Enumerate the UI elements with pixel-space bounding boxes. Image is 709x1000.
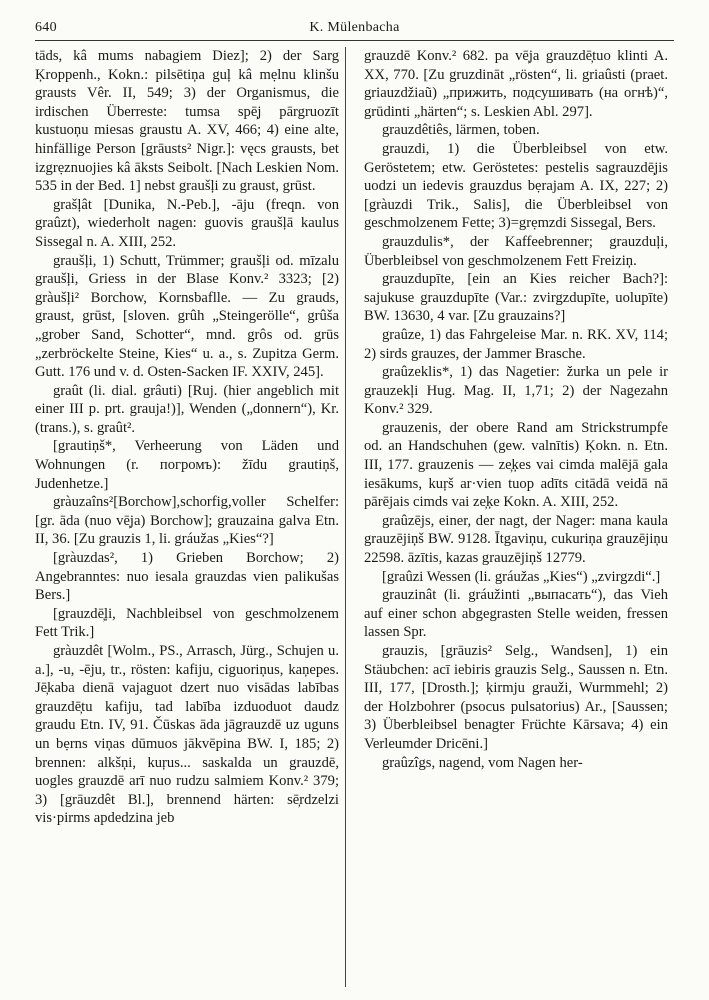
entry-paragraph: grauzdêtiês, lärmen, toben. <box>382 122 540 139</box>
entry-paragraph: grašļât [Dunika, N.-Peb.], -āju (freqn. von graûzt), wiederholt nagen: guovis graušļā kaulus Sissegal n. A. XIII, 252. <box>35 196 339 250</box>
entry-paragraph: gràuzdêt [Wolm., PS., Arrasch, Jürg., Schujen u. a.], -u, -ēju, tr., rösten: kafiju, ciguoriņus, kaņepes. Jē̦kaba dienā vajaguot dzert nuo visādas labības grauzdē̦tu kafiju, tad labība izduoduot daudz graudu Etn. IV, 91. Čūskas āda jāgrauzdē uz uguns un bẹrns viņas dūmuos jākvēpina BW. I, 185; 2) brennen: alkšņi, kuŗus... saskalda un grauzdē, uogles grauzdē arī nuo rudzu salmiem Konv.² 379; 3) [grāuzdêt Bl.], brennend härten: sē̦rdzelzi vis·pirms apdedzina jeb <box>35 643 339 827</box>
entry-paragraph: grauzdulis*, der Kaffeebrenner; grauzduļi, Überbleibsel von geschmolzenem Fett Freiziņ. <box>364 233 668 269</box>
column-divider <box>345 47 346 987</box>
right-column <box>358 47 668 987</box>
entry-paragraph: graûzeklis*, 1) das Nagetier: žurka un pele ir grauzekļi Hug. Mag. II, 1,71; 2) der Nagezahn Konv.² 329. <box>364 364 668 418</box>
entry-paragraph: grauzdē Konv.² 682. pa vē̦ja grauzdē̦tuo klinti A. XX, 770. [Zu gruzdināt „rösten“, li. griaûsti (praet. griauzdžiaũ) „прижить, подсушивать (на огнѣ)“, grūdinti „härten“; s. Leskien Abl. 297]. <box>364 48 668 120</box>
entry-paragraph: [grauzdē̦ļi, Nachbleibsel von geschmolzenem Fett Trik.] <box>35 605 339 641</box>
entry-paragraph: grauzenis, der obere Rand am Strickstrumpfe od. an Handschuhen (gew. valnītis) Ķokn. n. Etn. III, 177. grauzenis — ze̦ķes vai cimda malējā gala iesākums, kuŗš ar·vien tuop adīts citādā veidā nā pārējais cimds vai ze̦ķe Kokn. A. XIII, 252. <box>364 419 668 511</box>
page-header <box>35 18 674 41</box>
running-title: K. Mülenbacha <box>309 20 400 35</box>
text-columns <box>35 47 675 987</box>
entry-paragraph: graušļi, 1) Schutt, Trümmer; graušļi od. mīzalu graušļi, Griess in der Blase Konv.² 3323; [2) gràušļi² Borchow, Kornsbaflle. — Zu grauds, graust, grūst, [sloven. grûh „Steingerölle“, grûša „grober Sand, Schotter“, mnd. grôs od. grūs „zerbröckelte Steine, Kies“ u. a., s. Zupitza Germ. Gutt. 176 und v. d. Osten-Sacken IF. XXIV, 245]. <box>35 252 339 381</box>
page-number: 640 <box>35 20 57 35</box>
entry-paragraph: grauzdi, 1) die Überbleibsel von etw. Geröstetem; etw. Geröstetes: pestelis sagrauzdē̦jis uodzi un iedevis grauzdus bẹrajam A. IX, 227; 2) [gràuzdi Trik., Salis], die Überbleibsel von geschmolzenem Fette; 3)=grẹmzdi Sissegal, Bers. <box>364 140 668 232</box>
entry-paragraph: graûzējs, einer, der nagt, der Nager: mana kaula grauzējiņš BW. 9128. Ītgaviņu, cukuriņa grauzējiņu 22598. āzītis, kazas grauzējiņš 12779. <box>364 512 668 567</box>
entry-paragraph: [grautiņš*, Verheerung von Läden und Wohnungen (r. погромъ): žīdu grautiņš, Judenhetze.] <box>35 438 339 492</box>
entry-paragraph: grauzinât (li. gráužinti „выпасать“), das Vieh auf einer schon abgegrasten Stelle weiden, fressen lassen Spr. <box>364 587 668 641</box>
entry-paragraph: graûzîgs, nagend, vom Nagen her- <box>382 754 583 771</box>
entry-paragraph: grauzis, [grāuzis² Selg., Wandsen], 1) ein Stäubchen: acī iebiris grauzis Selg., Saussen n. Etn. III, 177, [Drosth.]; ķirmju grauži, Wurmmehl; 2) der Holzbohrer (psocus pulsatorius) Ar., [Saussen; 3) Überbleibsel benagter Früchte Kārsava; 4) ein Verleumder Dricēni.] <box>364 643 668 752</box>
entry-paragraph: tāds, kâ mums nabagiem Diez]; 2) der Sarg Ķroppenh., Kokn.: pilsētiņa guļ kâ mẹlnu klinšu grausts Vêr. II, 549; 3) der Organismus, die irdischen Überreste: tumsa spē̦j pārgruozīt kustuoņu miesas graustu A. XV, 466; 4) eine alte, hinfällige Person [grāusts² Nigr.]: vęcs grausts, bet izgrẹznuojies kâ āksts Seibolt. [Nach Leskien Nom. 535 in der Bed. 1] nebst graušļi zu graust, grūst. <box>35 48 339 195</box>
entry-paragraph: grauzdupīte, [ein an Kies reicher Bach?]: sajukuse grauzdupīte (Var.: zvirgzdupīte, uolupīte) BW. 13630, 4 var. [Zu grauzains?] <box>364 271 668 325</box>
left-column <box>35 47 345 987</box>
entry-paragraph: gràuzaîns²[Borchow],schorfig,voller Schelfer: [gr. āda (nuo vē̦ja) Borchow]; grauzaina galva Etn. II, 36. [Zu grauzis 1, li. gráužas „Kies“?] <box>35 494 339 548</box>
entry-paragraph: [gràuzdas², 1) Grieben Borchow; 2) Angebranntes: nuo iesala grauzdas vien palikušas Bers.] <box>35 550 339 604</box>
entry-paragraph: graûze, 1) das Fahrgeleise Mar. n. RK. XV, 114; 2) sirds grauzes, der Jammer Brasche. <box>364 326 668 362</box>
entry-paragraph: [graûzi Wessen (li. gráužas „Kies“) „zvirgzdi“.] <box>382 568 661 585</box>
entry-paragraph: graût (li. dial. grâuti) [Ruj. (hier angeblich mit einer III p. prt. grauja!)], Wenden („donnern“), Kr. (trans.), s. graût². <box>35 382 339 436</box>
